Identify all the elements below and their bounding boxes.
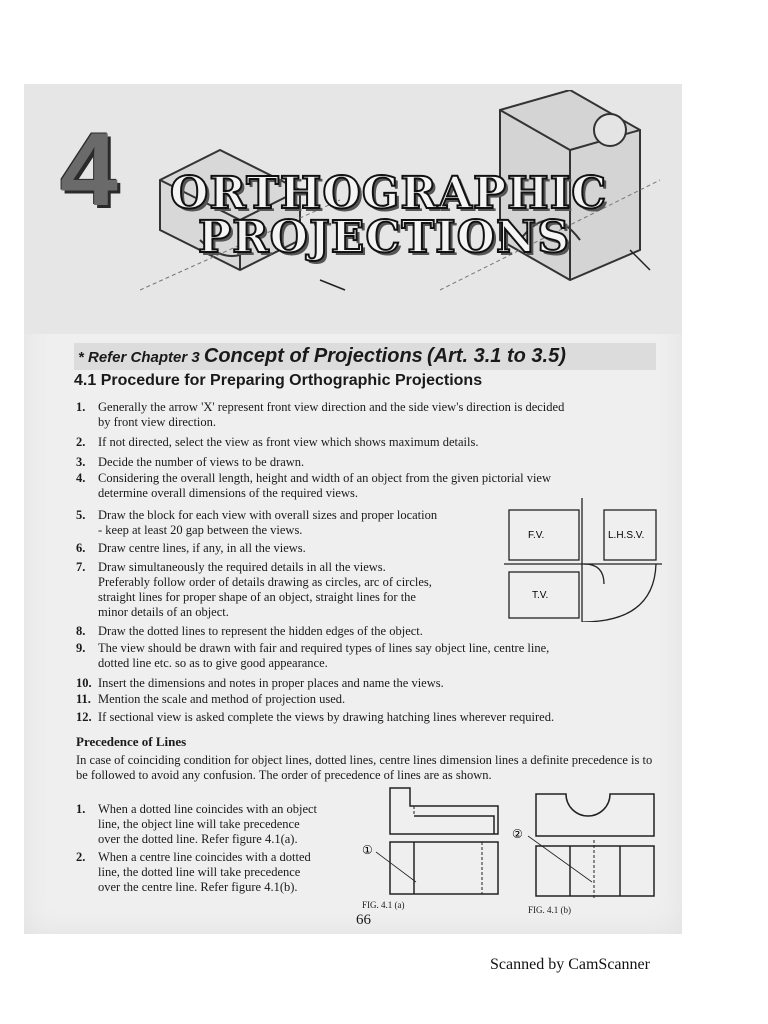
scanner-watermark: Scanned by CamScanner <box>490 956 650 973</box>
refer-suffix: (Art. 3.1 to 3.5) <box>426 345 566 367</box>
point-text-line: When a dotted line coincides with an object <box>98 802 318 816</box>
step-text-line: - keep at least 20 gap between the views. <box>98 523 303 537</box>
refer-banner <box>74 343 656 370</box>
step-text-line: Mention the scale and method of projection used. <box>98 692 346 706</box>
step-text-line: If sectional view is asked complete the views by drawing hatching lines wherever required. <box>98 710 555 724</box>
step-text-line: Decide the number of views to be drawn. <box>98 455 305 469</box>
figure-b-marker: ② <box>512 827 523 841</box>
chapter-number: 4 <box>60 112 118 228</box>
step-text-line: straight lines for proper shape of an object, straight lines for the <box>98 590 416 604</box>
step-number: 8. <box>76 624 86 638</box>
section-heading: 4.1 Procedure for Preparing Orthographic Projections <box>74 372 483 389</box>
figure-a-caption: FIG. 4.1 (a) <box>362 900 405 910</box>
step-number: 2. <box>76 435 86 449</box>
step-text-line: Preferably follow order of details drawing as circles, arc of circles, <box>98 575 432 589</box>
step-text-line: Generally the arrow 'X' represent front view direction and the side view's direction is decided <box>98 400 565 414</box>
chapter-title-line-1: ORTHOGRAPHIC <box>170 168 608 219</box>
step-number: 5. <box>76 508 86 522</box>
point-text-line: over the centre line. Refer figure 4.1(b). <box>98 880 298 894</box>
step-number: 10. <box>76 676 92 690</box>
point-text-line: line, the object line will take precedence <box>98 817 300 831</box>
step-number: 7. <box>76 560 86 574</box>
step-number: 3. <box>76 455 86 469</box>
figure-4-1a <box>358 784 508 899</box>
point-text-line: line, the dotted line will take precedence <box>98 865 301 879</box>
point-text-line: When a centre line coincides with a dotted <box>98 850 311 864</box>
point-number: 2. <box>76 850 86 864</box>
step-number: 4. <box>76 471 86 485</box>
figure-b-caption: FIG. 4.1 (b) <box>528 905 571 915</box>
figure-a-marker: ① <box>362 843 373 857</box>
point-number: 1. <box>76 802 86 816</box>
views-layout-diagram <box>504 498 662 622</box>
step-number: 6. <box>76 541 86 555</box>
step-text-line: Considering the overall length, height and width of an object from the given pictorial view <box>98 471 552 485</box>
step-number: 12. <box>76 710 92 724</box>
step-number: 9. <box>76 641 86 655</box>
precedence-paragraph: In case of coinciding condition for object lines, dotted lines, centre lines dimension lines a definite precedence is to be followed to avoid any confusion. The order of precedence of lines are as shown. <box>76 753 653 782</box>
step-text-line: dotted line etc. so as to give good appearance. <box>98 656 328 670</box>
step-text-line: determine overall dimensions of the required views. <box>98 486 358 500</box>
step-text-line: The view should be drawn with fair and required types of lines say object line, centre line, <box>98 641 550 655</box>
step-number: 1. <box>76 400 86 414</box>
figure-4-1b <box>508 790 658 905</box>
page-number: 66 <box>356 912 371 928</box>
step-number: 11. <box>76 692 91 706</box>
precedence-heading: Precedence of Lines <box>76 734 187 749</box>
refer-title: Concept of Projections <box>203 345 423 367</box>
step-text-line: Insert the dimensions and notes in proper places and name the views. <box>98 676 444 690</box>
step-text-line: by front view direction. <box>98 415 217 429</box>
refer-prefix: * Refer Chapter 3 <box>78 349 200 366</box>
step-text-line: Draw centre lines, if any, in all the views. <box>98 541 306 555</box>
step-text-line: minor details of an object. <box>98 605 229 619</box>
point-text-line: over the dotted line. Refer figure 4.1(a). <box>98 832 298 846</box>
step-text-line: Draw the block for each view with overall sizes and proper location <box>98 508 438 522</box>
step-text-line: Draw the dotted lines to represent the hidden edges of the object. <box>98 624 423 638</box>
step-text-line: Draw simultaneously the required details in all the views. <box>98 560 386 574</box>
step-text-line: If not directed, select the view as front view which shows maximum details. <box>98 435 479 449</box>
tv-label: T.V. <box>532 590 549 601</box>
chapter-title-line-2: PROJECTIONS <box>198 212 571 263</box>
fv-label: F.V. <box>528 530 545 541</box>
lhsv-label: L.H.S.V. <box>608 530 645 541</box>
